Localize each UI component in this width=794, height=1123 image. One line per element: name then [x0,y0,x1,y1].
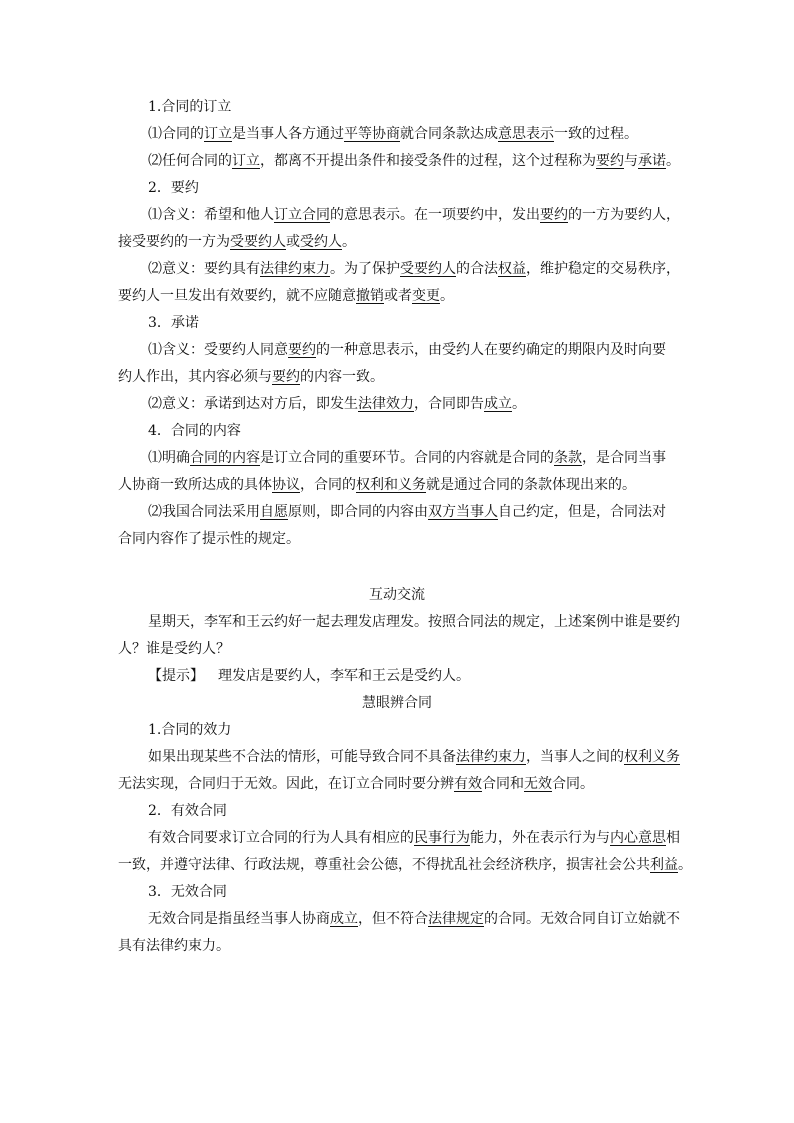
text: ，都离不开提出条件和接受条件的过程，这个过程称为 [260,153,596,169]
paragraph [148,502,708,522]
underlined-term: 订立合同 [274,207,330,223]
text: ，当事人之间的 [526,749,624,765]
underlined-term: 法律约束力 [456,749,526,765]
underlined-term: 受约人 [300,234,342,250]
underlined-term: 合同的内容 [190,450,260,466]
text: 就是通过合同的条款体现出来的。 [426,477,636,493]
underlined-term: 权利义务 [624,749,680,765]
text: 。 [678,857,692,873]
paragraph-continued [118,232,678,252]
paragraph [148,259,708,279]
underlined-term: 变更 [412,288,440,304]
hint-text: 理发店是要约人，李军和王云是受约人。 [218,668,470,684]
underlined-term: 要约 [540,207,568,223]
underlined-term: 受要约人 [230,234,286,250]
paragraph-continued [118,367,678,387]
text: 自己约定，但是，合同法对 [498,504,666,520]
text: ，是合同当事 [582,450,666,466]
text: 的合法 [456,261,498,277]
text: 是订立合同的重要环节。合同的内容就是合同的 [260,450,554,466]
underlined-term: 订立 [232,153,260,169]
underlined-term: 法律效力 [358,396,414,412]
text: 具有法律约束力。 [118,938,230,954]
text: 无法实现，合同归于无效。因此，在订立合同时要分辨 [118,776,454,792]
underlined-term: 条款 [554,450,582,466]
text: 相 [666,830,680,846]
hint [148,666,708,686]
underlined-term: 要约 [288,342,316,358]
underlined-term: 意思表示 [498,126,554,142]
text: ，但不符合 [358,911,428,927]
text: ⑴合同的 [148,126,204,142]
text: ⑴含义：受要约人同意 [148,342,288,358]
text: ，维护稳定的交易秩序， [526,261,680,277]
underlined-term: 权益 [498,261,526,277]
hint-label: 【提示】 [148,668,204,684]
paragraph [148,340,708,360]
paragraph-continued [118,774,678,794]
paragraph [148,394,708,414]
underlined-term: 撤销 [356,288,384,304]
question-text-continued: 人？谁是受约人？ [118,641,230,657]
text: 一致的过程。 [554,126,638,142]
text: 与 [624,153,638,169]
underlined-term: 有效 [454,776,482,792]
text: 原则，即合同的内容由 [288,504,428,520]
text: 无效合同是指虽经当事人协商 [148,911,330,927]
text: 。 [342,234,356,250]
text: 的合同。无效合同自订立始就不 [484,911,680,927]
text: ⑵任何合同的 [148,153,232,169]
text: 或 [286,234,300,250]
paragraph [148,747,708,767]
text: 合同和 [482,776,524,792]
text: 。 [666,153,680,169]
section-heading-invalid: 3．无效合同 [148,884,227,900]
text: ⑵我国合同法采用 [148,504,260,520]
section-heading-content: 4．合同的内容 [148,423,241,439]
text: 要约人一旦发出有效要约，就不应随意 [118,288,356,304]
text: ，合同的 [300,477,356,493]
section-heading-acceptance: 3．承诺 [148,315,199,331]
text: 约人作出，其内容必须与 [118,369,272,385]
underlined-term: 要约 [596,153,624,169]
text: 能力，外在表示行为与 [470,830,610,846]
text: 的意思表示。在一项要约中，发出 [330,207,540,223]
text: 或者 [384,288,412,304]
underlined-term: 承诺 [638,153,666,169]
section-heading-formation: 1.合同的订立 [148,99,232,115]
paragraph [148,448,708,468]
underlined-term: 双方当事人 [428,504,498,520]
text: ⑵意义：承诺到达对方后，即发生 [148,396,358,412]
text: 有效合同要求订立合同的行为人具有相应的 [148,830,414,846]
underlined-term: 无效 [524,776,552,792]
text: 合同内容作了提示性的规定。 [118,531,300,547]
text: 是当事人各方通过 [232,126,344,142]
text: 。为了保护 [330,261,400,277]
section-heading-validity: 1.合同的效力 [148,722,232,738]
section-title-discern: 慧眼辨合同 [362,695,432,711]
text: 如果出现某些不合法的情形，可能导致合同不具备 [148,749,456,765]
underlined-term: 法律约束力 [260,261,330,277]
text: ⑴含义：希望和他人 [148,207,274,223]
paragraph-continued [118,855,692,875]
paragraph-continued [118,475,678,495]
underlined-term: 权利和义务 [356,477,426,493]
underlined-term: 内心意思 [610,830,666,846]
underlined-term: 自愿 [260,504,288,520]
section-heading-valid: 2．有效合同 [148,803,227,819]
text: 就合同条款达成 [400,126,498,142]
underlined-term: 平等协商 [344,126,400,142]
text: 人协商一致所达成的具体 [118,477,272,493]
text: 一致，并遵守法律、行政法规，尊重社会公德，不得扰乱社会经济秩序，损害社会公共 [118,857,650,873]
underlined-term: 受要约人 [400,261,456,277]
text: 。 [512,396,526,412]
paragraph-continued [118,286,678,306]
text: 合同。 [552,776,594,792]
underlined-term: 成立 [330,911,358,927]
section-title-interaction: 互动交流 [369,587,425,603]
text: ，合同即告 [414,396,484,412]
paragraph-continued [118,936,678,956]
underlined-term: 成立 [484,396,512,412]
underlined-term: 协议 [272,477,300,493]
question-text: 星期天，李军和王云约好一起去理发店理发。按照合同法的规定，上述案例中谁是要约 [148,614,680,630]
paragraph [148,205,708,225]
text: 。 [440,288,454,304]
paragraph [148,124,708,144]
paragraph-continued [118,529,678,549]
text: 的内容一致。 [300,369,384,385]
text: ⑴明确 [148,450,190,466]
text: 的一方为要约人， [568,207,680,223]
paragraph [148,828,708,848]
underlined-term: 利益 [650,857,678,873]
underlined-term: 法律规定 [428,911,484,927]
paragraph [148,909,708,929]
text: 的一种意思表示，由受约人在要约确定的期限内及时向要 [316,342,666,358]
paragraph [148,151,708,171]
text: ⑵意义：要约具有 [148,261,260,277]
text: 接受要约的一方为 [118,234,230,250]
section-heading-offer: 2．要约 [148,180,199,196]
underlined-term: 订立 [204,126,232,142]
underlined-term: 要约 [272,369,300,385]
underlined-term: 民事行为 [414,830,470,846]
